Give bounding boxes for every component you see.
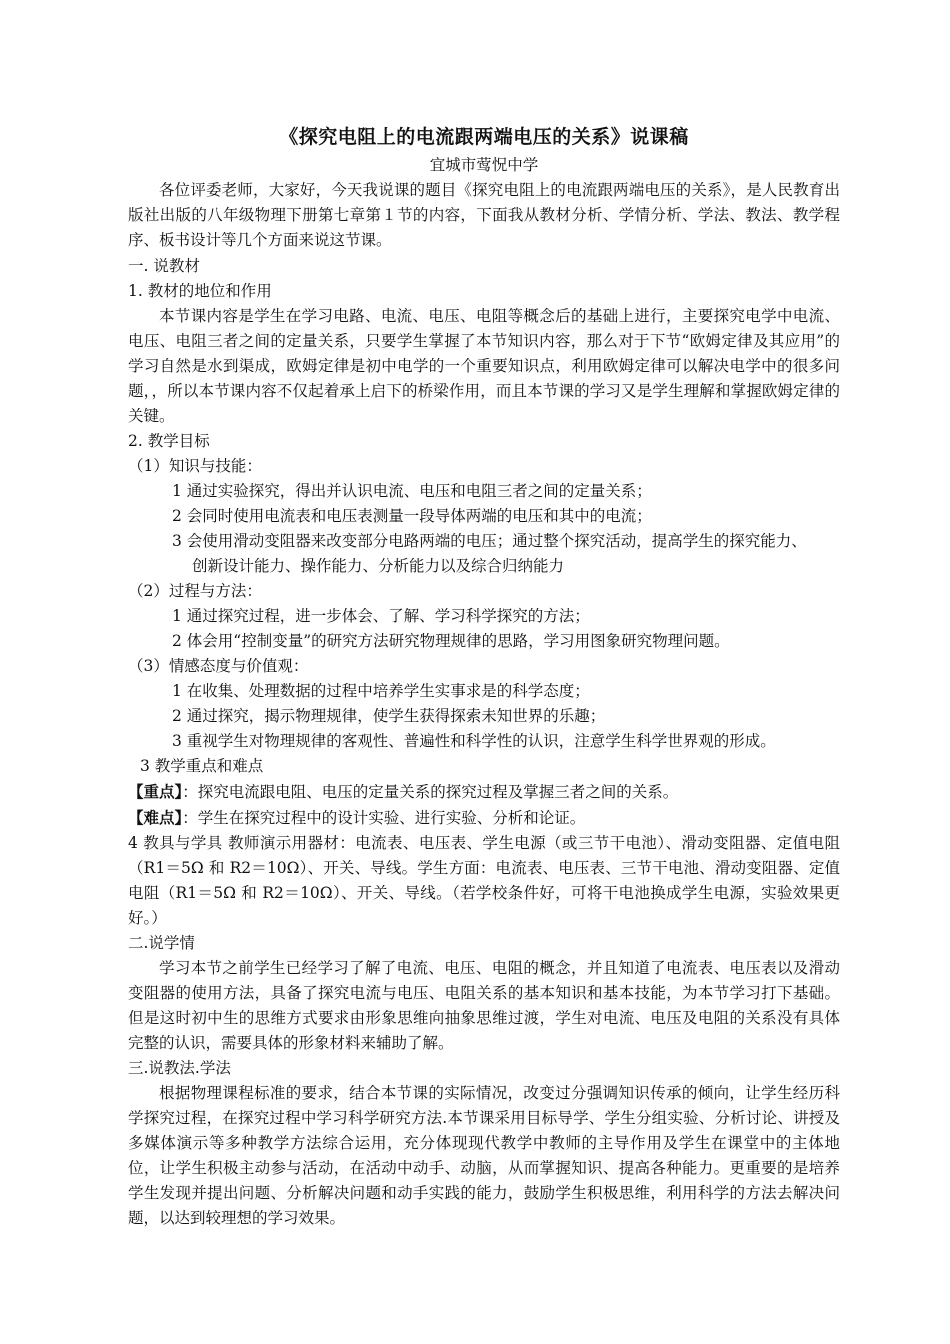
goal-3-item: 2 通过探究，揭示物理规律，使学生获得探索未知世界的乐趣；	[172, 707, 606, 725]
key-point-text: ：探究电流跟电阻、电压的定量关系的探究过程及掌握三者之间的关系。	[182, 783, 679, 801]
goal-2-item: 2 体会用“控制变量”的研究方法研究物理规律的思路，学习用图象研究物理问题。	[172, 632, 730, 650]
section-3-paragraph: 根据物理课程标准的要求，结合本节课的实际情况，改变过分强调知识传承的倾向，让学生经历科学探究过程，在探究过程中学习科学研究方法.本节课采用目标导学、学生分组实验、分析讨论、讲授及多媒体演示等多种教学方法综合运用，充分体现现代教学中教师的主导作用及学生在课堂中的主体地位，让学生积极主动参与活动，在活动中动手、动脑，从而掌握知识、提高各种能力。更重要的是培养学生发现并提出问题、分析解决问题和动手实践的能力，鼓励学生积极思维，利用科学的方法去解决问题，以达到较理想的学习效果。	[128, 1084, 840, 1227]
difficult-point-label: 【难点】	[128, 808, 183, 827]
document-body	[128, 122, 840, 1231]
document-title: 《探究电阻上的电流跟两端电压的关系》说课稿	[279, 126, 689, 148]
intro-paragraph: 各位评委老师，大家好，今天我说课的题目《探究电阻上的电流跟两端电压的关系》，是人民教育出版社出版的八年级物理下册第七章第１节的内容，下面我从教材分析、学情分析、学法、教法、教学程序、板书设计等几个方面来说这节课。	[128, 181, 840, 249]
goal-3-heading: （3）情感态度与价值观：	[128, 657, 309, 675]
goal-3-item: 3 重视学生对物理规律的客观性、普遍性和科学性的认识，注意学生科学世界观的形成。	[172, 732, 776, 750]
goal-2-heading: （2）过程与方法：	[128, 582, 262, 600]
goal-1-item: 2 会同时使用电流表和电压表测量一段导体两端的电压和其中的电流；	[172, 507, 652, 525]
difficult-point-text: ：学生在探究过程中的设计实验、进行实验、分析和论证。	[182, 809, 586, 827]
section-3-heading: 三.说教法.学法	[128, 1059, 231, 1077]
section-2-paragraph: 学习本节之前学生已经学习了解了电流、电压、电阻的概念，并且知道了电流表、电压表以及滑动变阻器的使用方法，具备了探究电流与电压、电阻关系的基本知识和基本技能，为本节学习打下基础。但是这时初中生的思维方式要求由形象思维向抽象思维过渡，学生对电流、电压及电阻的关系没有具体完整的认识，需要具体的形象材料来辅助了解。	[128, 959, 840, 1052]
key-point-label: 【重点】	[128, 782, 183, 801]
section-1-3-heading: 3 教学重点和难点	[140, 757, 264, 775]
goal-1-item: 1 通过实验探究，得出并认识电流、电压和电阻三者之间的定量关系；	[172, 482, 652, 500]
goal-1-heading: （1）知识与技能：	[128, 457, 262, 475]
section-1-2-heading: 2. 教学目标	[128, 432, 210, 450]
goal-1-item-continuation: 创新设计能力、操作能力、分析能力以及综合归纳能力	[192, 557, 565, 575]
key-point	[128, 779, 840, 805]
section-1-heading: 一. 说教材	[128, 257, 200, 275]
section-2-heading: 二.说学情	[128, 934, 195, 952]
school-name: 宜城市莺怳中学	[429, 156, 539, 174]
section-1-1-heading: 1. 教材的地位和作用	[128, 282, 272, 300]
goal-1-item: 3 会使用滑动变阻器来改变部分电路两端的电压；通过整个探究活动，提高学生的探究能力、	[172, 532, 807, 550]
section-1-4-paragraph: 4 教具与学具 教师演示用器材：电流表、电压表、学生电源（或三节干电池）、滑动变阻器、定值电阻（R1＝5Ω 和 R2＝10Ω）、开关、导线。学生方面：电流表、电压表、三节干电池、滑动变阻器、定值电阻（R1＝5Ω 和 R2＝10Ω）、开关、导线。（若学校条件好，可将干电池换成学生电源，实验效果更好。）	[128, 834, 840, 927]
goal-3-item: 1 在收集、处理数据的过程中培养学生实事求是的科学态度；	[172, 682, 590, 700]
section-1-1-paragraph: 本节课内容是学生在学习电路、电流、电压、电阻等概念后的基础上进行，主要探究电学中电流、电压、电阻三者之间的定量关系，只要学生掌握了本节知识内容，那么对于下节“欧姆定律及其应用”的学习自然是水到渠成，欧姆定律是初中电学的一个重要知识点，利用欧姆定律可以解决电学中的很多问题，，所以本节课内容不仅起着承上启下的桥梁作用，而且本节课的学习又是学生理解和掌握欧姆定律的关键。	[128, 307, 840, 425]
difficult-point	[128, 805, 840, 831]
goal-2-item: 1 通过探究过程，进一步体会、了解、学习科学探究的方法；	[172, 607, 590, 625]
